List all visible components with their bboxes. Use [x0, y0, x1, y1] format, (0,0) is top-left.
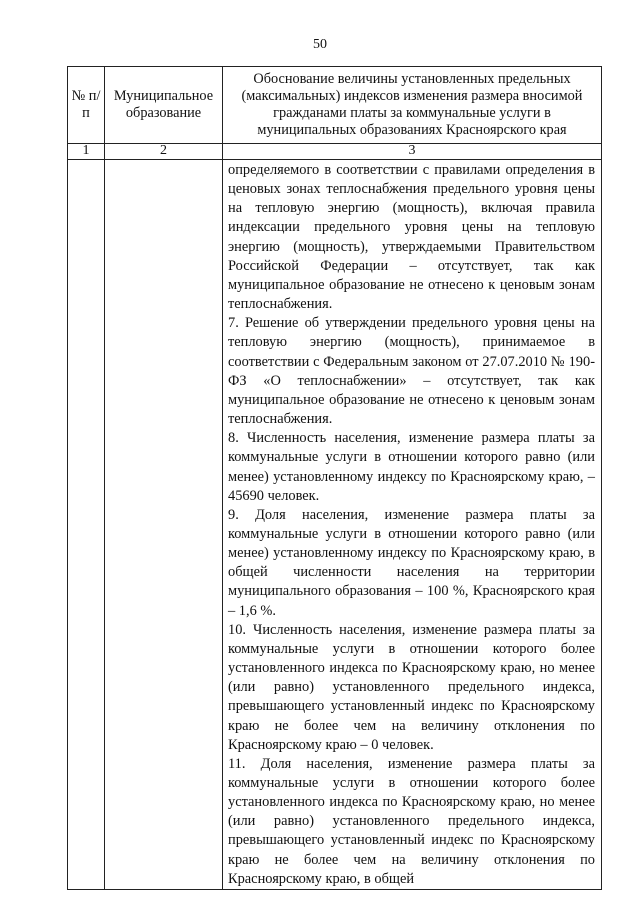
table-header-row — [68, 67, 602, 144]
page-number: 50 — [313, 37, 327, 52]
paragraph-7: 7. Решение об утверждении предельного уровня цены на тепловую энергию (мощность), принимаемое в соответствии с Федеральным законом от 27.07.2010 № 190-ФЗ «О теплоснабжении» – отсутствует, так как муниципальное образование не отнесено к ценовым зонам теплоснабжения. — [228, 315, 595, 428]
table-row — [68, 160, 602, 890]
paragraph-10: 10. Численность населения, изменение размера платы за коммунальные услуги в отношении которого более установленного индекса по Красноярскому краю, но менее (или равно) установленного предельного индекса, превышающего установленный индекс по Красноярскому краю не более чем на величину отклонения по Красноярскому краю – 0 человек. — [228, 621, 595, 753]
justification-table — [67, 66, 602, 890]
column-number-2: 2 — [105, 144, 223, 160]
justification-text — [223, 160, 601, 889]
municipality-cell — [105, 160, 223, 890]
header-justification: Обоснование величины установленных предельных (максимальных) индексов изменения размера вносимой гражданами платы за коммунальные услуги в муниципальных образованиях Красноярского края — [223, 67, 602, 144]
paragraph-9: 9. Доля населения, изменение размера платы за коммунальные услуги в отношении которого равно (или менее) установленному индексу по Красноярскому краю, в общей численности населения на территории муниципального образования – 100 %, Красноярского края – 1,6 %. — [228, 506, 595, 619]
column-number-3: 3 — [223, 144, 602, 160]
justification-cell — [223, 160, 602, 890]
header-municipality: Муниципальное образование — [105, 67, 223, 144]
paragraph-11: 11. Доля населения, изменение размера платы за коммунальные услуги в отношении которого более установленного индекса по Красноярскому краю, но менее (или равно) установленного предельного индекса, превышающего установленный индекс по Красноярскому краю не более чем на величину отклонения по Красноярскому краю, в общей — [228, 755, 595, 887]
column-numbering-row — [68, 144, 602, 160]
paragraph-8: 8. Численность населения, изменение размера платы за коммунальные услуги в отношении которого равно (или менее) установленному индексу по Красноярскому краю, – 45690 человек. — [228, 430, 595, 504]
paragraph-continuation: определяемого в соответствии с правилами определения в ценовых зонах теплоснабжения предельного уровня цены на тепловую энергию (мощность), включая правила индексации предельного уровня цены на тепловую энергию (мощность), утверждаемыми Правительством Российской Федерации – отсутствует, так как муниципальное образование не отнесено к ценовым зонам теплоснабжения. — [228, 162, 595, 313]
column-number-1: 1 — [68, 144, 105, 160]
header-number: № п/п — [68, 67, 105, 144]
row-number-cell — [68, 160, 105, 890]
